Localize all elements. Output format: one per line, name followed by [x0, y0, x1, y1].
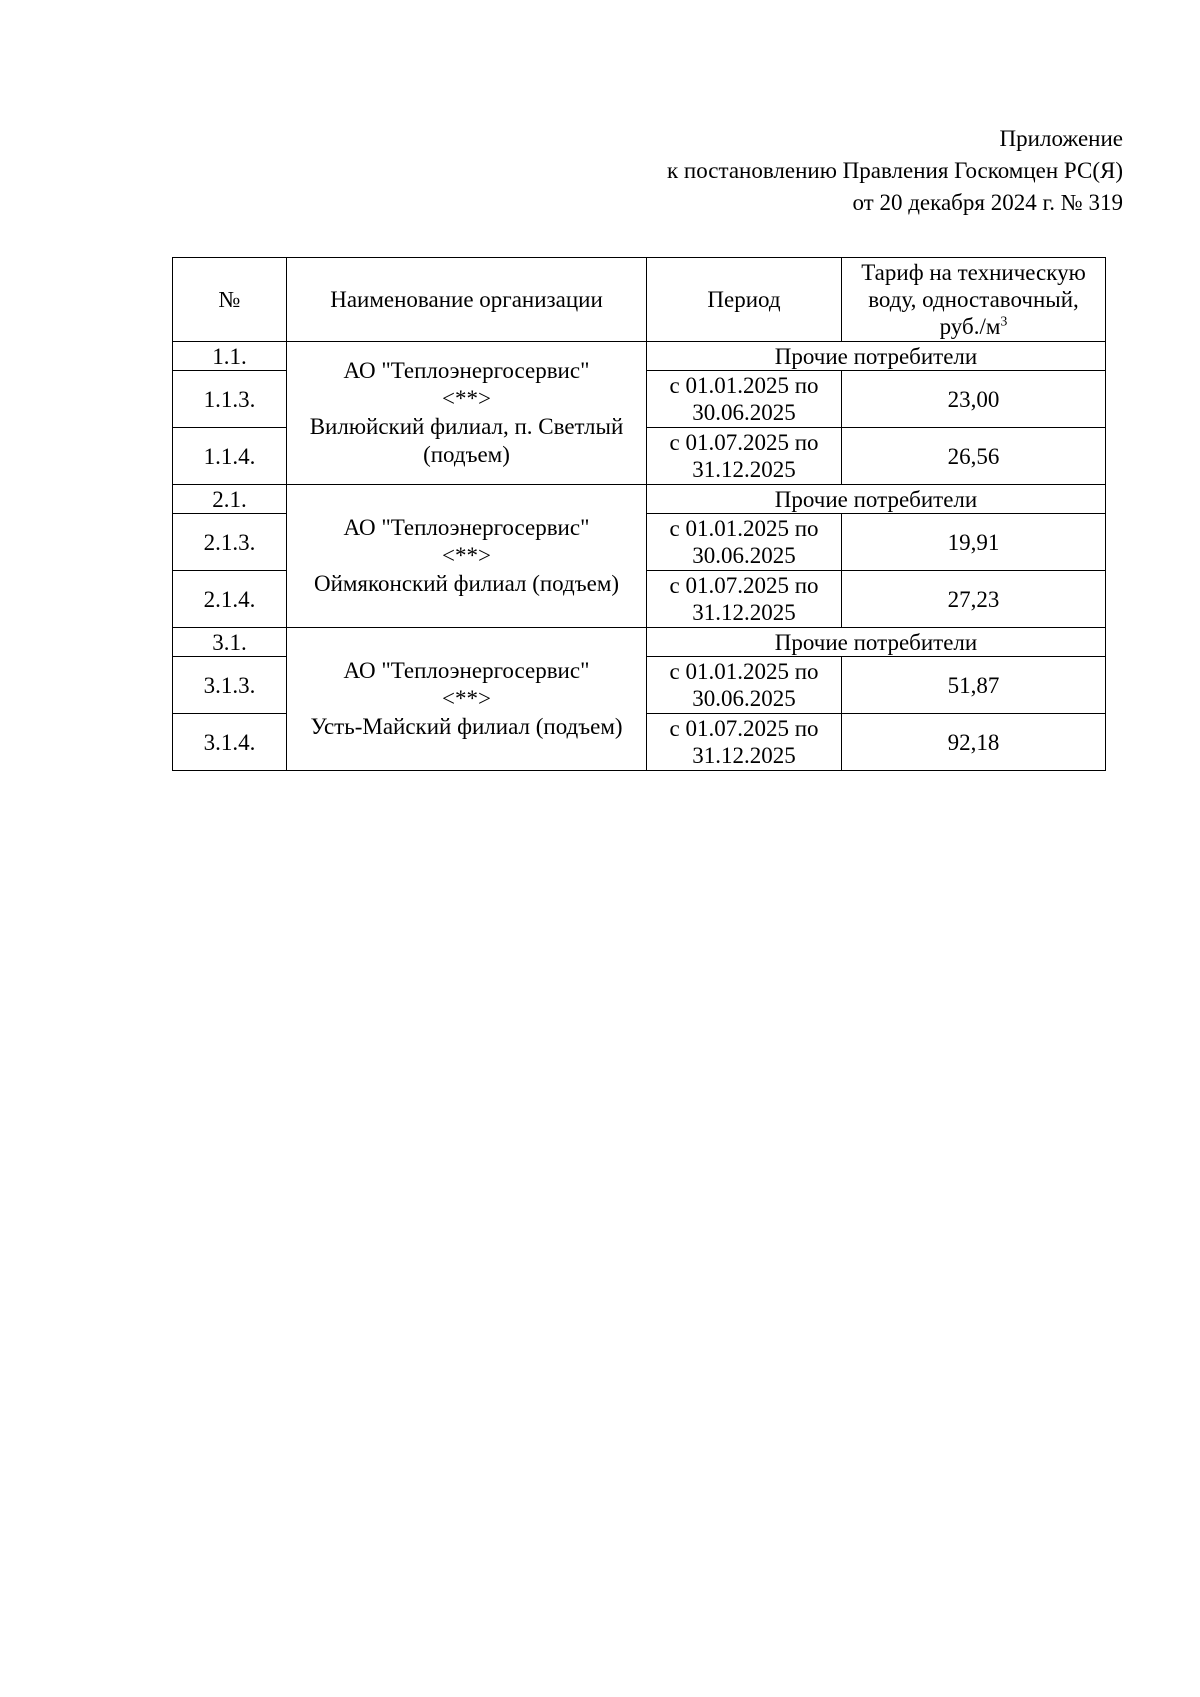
table-group-row [173, 342, 1106, 371]
organization-cell [287, 485, 647, 628]
row-number: 3.1.4. [173, 714, 287, 771]
group-number: 2.1. [173, 485, 287, 514]
organization-name: АО "Теплоэнергосервис" [343, 358, 590, 383]
resolution-date-number: от 20 декабря 2024 г. № 319 [852, 190, 1123, 215]
row-number: 2.1.3. [173, 514, 287, 571]
row-tariff: 27,23 [842, 571, 1106, 628]
row-period: с 01.07.2025 по 31.12.2025 [647, 428, 842, 485]
organization-note-mark: <**> [442, 686, 491, 711]
row-number: 1.1.3. [173, 371, 287, 428]
appendix-title: Приложение [999, 126, 1123, 151]
consumer-category: Прочие потребители [647, 485, 1106, 514]
row-tariff: 23,00 [842, 371, 1106, 428]
row-number: 1.1.4. [173, 428, 287, 485]
row-tariff: 92,18 [842, 714, 1106, 771]
organization-branch: Усть-Майский филиал (подъем) [310, 714, 623, 739]
group-number: 1.1. [173, 342, 287, 371]
group-number: 3.1. [173, 628, 287, 657]
table-group-row [173, 485, 1106, 514]
row-number: 2.1.4. [173, 571, 287, 628]
col-header-tariff-text: Тариф на техническую воду, одноставочный, руб./м [861, 260, 1086, 339]
organization-cell [287, 628, 647, 771]
col-header-tariff [842, 258, 1106, 342]
resolution-reference: к постановлению Правления Госкомцен РС(Я) [667, 158, 1123, 183]
row-period: с 01.01.2025 по 30.06.2025 [647, 514, 842, 571]
col-header-organization: Наименование организации [287, 258, 647, 342]
tariff-table [172, 257, 1106, 771]
document-header [667, 123, 1123, 219]
row-tariff: 51,87 [842, 657, 1106, 714]
organization-name: АО "Теплоэнергосервис" [343, 658, 590, 683]
row-period: с 01.01.2025 по 30.06.2025 [647, 657, 842, 714]
organization-cell [287, 342, 647, 485]
organization-branch: Вилюйский филиал, п. Светлый (подъем) [309, 414, 624, 467]
col-header-tariff-superscript: 3 [1000, 314, 1008, 330]
row-tariff: 19,91 [842, 514, 1106, 571]
consumer-category: Прочие потребители [647, 628, 1106, 657]
organization-name: АО "Теплоэнергосервис" [343, 515, 590, 540]
row-period: с 01.07.2025 по 31.12.2025 [647, 571, 842, 628]
col-header-number: № [173, 258, 287, 342]
row-period: с 01.07.2025 по 31.12.2025 [647, 714, 842, 771]
table-group-row [173, 628, 1106, 657]
row-number: 3.1.3. [173, 657, 287, 714]
table-header-row [173, 258, 1106, 342]
organization-note-mark: <**> [442, 386, 491, 411]
row-tariff: 26,56 [842, 428, 1106, 485]
organization-note-mark: <**> [442, 543, 491, 568]
consumer-category: Прочие потребители [647, 342, 1106, 371]
col-header-period: Период [647, 258, 842, 342]
row-period: с 01.01.2025 по 30.06.2025 [647, 371, 842, 428]
organization-branch: Оймяконский филиал (подъем) [313, 571, 620, 596]
